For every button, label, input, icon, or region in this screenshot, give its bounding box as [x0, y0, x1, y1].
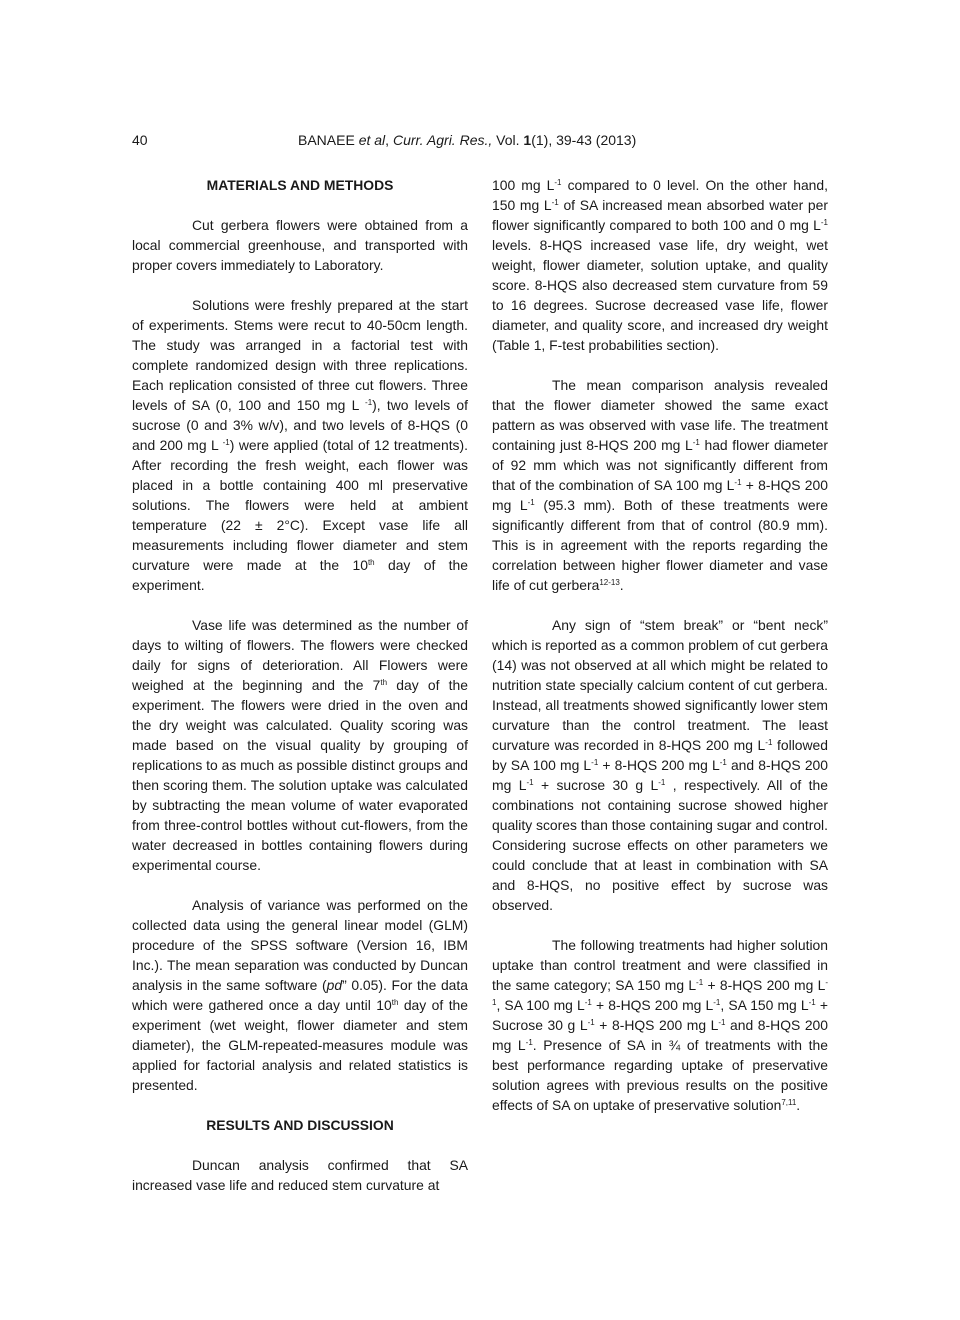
text-run: pd [326, 977, 343, 993]
text-run: day of the experiment. [132, 557, 468, 593]
text-run: + 8-HQS 200 mg L [591, 997, 714, 1013]
text-run: + 8-HQS 200 mg L [703, 977, 826, 993]
text-run: Analysis of variance was performed on the collected data using the general linear model (GLM) procedure of the SPSS software (Version 16, IBM Inc.). The mean separation was conducted by Duncan analysis in the same software ( [132, 897, 468, 993]
text-run: , respectively. All of the combinations not containing sucrose showed higher quality scores than those containing sugar and control. Considering sucrose effects on other parameters we could conclude that at least in combination with SA and 8-HQS, no positive effect by sucrose was observed. [492, 777, 828, 913]
text-run: 100 mg L [492, 177, 555, 193]
paragraph [492, 175, 828, 355]
superscript: -1 [527, 498, 535, 507]
journal-name: Curr. Agri. Res., [392, 132, 493, 148]
superscript: -1 [765, 738, 773, 747]
superscript: 7,11 [781, 1098, 797, 1107]
volume-label: Vol. [492, 132, 524, 148]
paragraph [132, 295, 468, 595]
superscript: -1 [554, 178, 562, 187]
superscript: th [391, 998, 399, 1007]
superscript: -1 [734, 478, 742, 487]
issue-pages-year: (1), 39-43 (2013) [531, 132, 637, 148]
running-header [132, 130, 828, 150]
text-run: . [619, 577, 624, 593]
text-run: . Presence of SA in ¾ of treatments with the best performance regarding uptake of preservative solution agrees with previous results on the positive effects of SA on uptake of preservative solution [492, 1037, 828, 1113]
text-run: Cut gerbera flowers were obtained from a local commercial greenhouse, and transported with proper covers immediately to Laboratory. [132, 217, 468, 273]
paragraph [492, 615, 828, 915]
superscript: -1 [584, 998, 592, 1007]
superscript: th [367, 558, 375, 567]
text-run: compared to 0 level. On the other hand, 150 mg L [492, 177, 828, 213]
text-run: ) were applied (total of 12 treatments). After recording the fresh weight, each flower was placed in a bottle containing 400 ml preservative solutions. The flowers were held at ambient temperature (22 ± 2°C). Except vase life all measurements including flower diameter and stem curvature were made at the 10 [132, 437, 468, 573]
text-run: followed by SA 100 mg L [492, 737, 828, 773]
text-run: levels. 8-HQS increased vase life, dry weight, wet weight, flower diameter, solution uptake, and quality score. 8-HQS also decreased stem curvature from 59 to 16 degrees. Sucrose decreased vase life, flower diameter, and quality score, and increased dry weight (Table 1, F-test probabilities section). [492, 237, 828, 353]
text-run: + sucrose 30 g L [533, 777, 659, 793]
volume-number: 1 [523, 132, 532, 148]
paragraph [132, 895, 468, 1095]
journal-citation [298, 130, 636, 150]
page-number: 40 [132, 132, 148, 148]
text-run: Duncan analysis confirmed that SA increased vase life and reduced stem curvature at [132, 1157, 468, 1193]
superscript: -1 [591, 758, 599, 767]
text-run: The following treatments had higher solution uptake than control treatment and were classified in the same category; SA 150 mg L [492, 937, 828, 993]
text-run: ” 0.05). For the data which were gathered once a day until 10 [132, 977, 468, 1013]
text-run: Solutions were freshly prepared at the start of experiments. Stems were recut to 40-50cm length. The study was arranged in a factorial test with complete randomized design with three replications. Each replication consisted of three cut flowers. Three levels of SA (0, 100 and 150 mg L [132, 297, 468, 413]
paragraph [132, 1155, 468, 1195]
paragraph [132, 215, 468, 275]
superscript: -1 [551, 198, 559, 207]
text-run: ), two levels of sucrose (0 and 3% w/v), and two levels of 8-HQS (0 and 200 mg L [132, 397, 468, 453]
text-run: and 8-HQS 200 mg L [492, 757, 828, 793]
superscript: -1 [713, 998, 721, 1007]
superscript: -1 [719, 758, 727, 767]
text-run: and 8-HQS 200 mg L [492, 1017, 829, 1053]
author-name: BANAEE [298, 132, 355, 148]
text-run: + 8-HQS 200 mg L [594, 1017, 719, 1033]
text-run: + 8-HQS 200 mg L [492, 477, 828, 513]
superscript: -1 [696, 978, 704, 987]
text-run: day of the experiment. The flowers were dried in the oven and the dry weight was calculated. Quality scoring was made based on the visual quality by grouping of replications to as much as possible distinct groups and then scoring them. The solution uptake was calculated by subtracting the mean volume of water evaporated from three-control bottles without cut-flowers, from the water decreased in bottles containing flowers during experimental course. [132, 677, 468, 873]
superscript: -1 [526, 778, 534, 787]
superscript: -1 [365, 398, 373, 407]
text-run: . [796, 1097, 801, 1113]
paragraph [132, 615, 468, 875]
right-column [492, 175, 828, 1115]
paragraph [492, 935, 828, 1115]
text-run: (95.3 mm). Both of these treatments were significantly different from that of control (80.9 mm). This is in agreement with the reports regarding the correlation between higher flower diameter and vase life of cut gerbera [492, 497, 828, 593]
superscript: -1 [718, 1018, 726, 1027]
text-run: Vase life was determined as the number of days to wilting of flowers. The flowers were checked daily for signs of deterioration. All Flowers were weighed at the beginning and the 7 [132, 617, 468, 693]
superscript: 12-13 [599, 578, 620, 587]
text-run: day of the experiment (wet weight, flower diameter and stem diameter), the GLM-repeated-measures module was applied for factorial analysis and related statistics is presented. [132, 997, 468, 1093]
text-run: + Sucrose 30 g L [492, 997, 828, 1033]
superscript: -1 [692, 438, 700, 447]
superscript: -1 [820, 218, 828, 227]
superscript: th [380, 678, 388, 687]
text-run: of SA increased mean absorbed water per flower significantly compared to both 100 and 0 mg L [492, 197, 828, 233]
text-run: Any sign of “stem break” or “bent neck” which is reported as a common problem of cut gerbera (14) was not observed at all which might be related to nutrition state specially calcium content of cut gerbera. Instead, all treatments showed significantly lower stem curvature than the control treatment. The least curvature was recorded in 8-HQS 200 mg L [492, 617, 828, 753]
superscript: -1 [525, 1038, 533, 1047]
superscript: -1 [587, 1018, 595, 1027]
results-heading: RESULTS AND DISCUSSION [206, 1117, 394, 1133]
superscript: -1 [492, 978, 828, 1007]
text-run: , SA 100 mg L [496, 997, 585, 1013]
paragraph [492, 375, 828, 595]
superscript: -1 [658, 778, 666, 787]
text-run: had flower diameter of 92 mm which was not significantly different from that of the combination of SA 100 mg L [492, 437, 828, 493]
text-run: + 8-HQS 200 mg L [598, 757, 720, 773]
superscript: -1 [808, 998, 816, 1007]
superscript: -1 [222, 438, 230, 447]
separator: , [385, 132, 393, 148]
text-run: , SA 150 mg L [720, 997, 809, 1013]
text-run: The mean comparison analysis revealed that the flower diameter showed the same exact pattern as was observed with vase life. The treatment containing just 8-HQS 200 mg L [492, 377, 828, 453]
left-column [132, 175, 468, 1195]
et-al: et al [358, 132, 386, 148]
methods-heading: MATERIALS AND METHODS [206, 177, 394, 193]
